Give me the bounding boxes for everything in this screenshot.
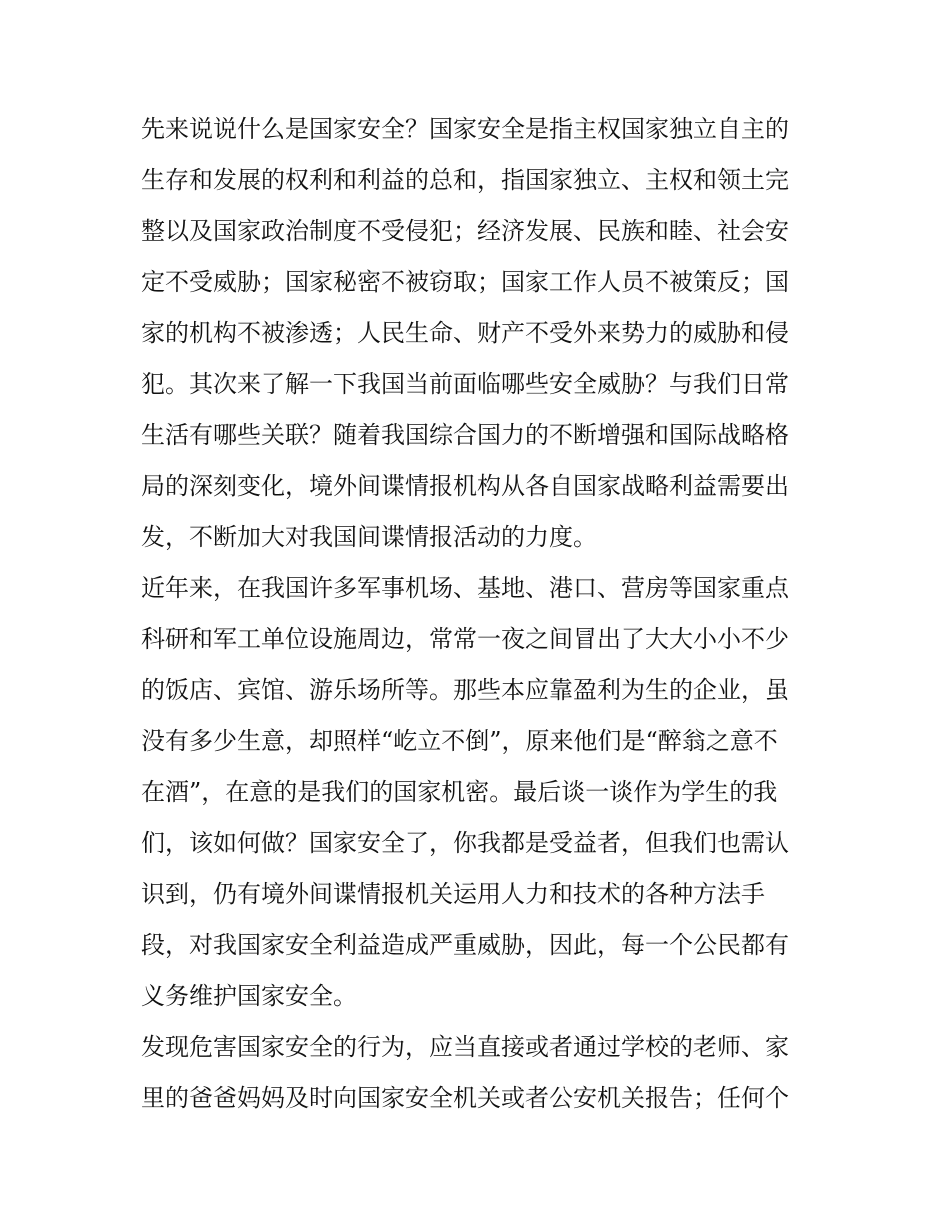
text-line: 们，该如何做？国家安全了，你我都是受益者，但我们也需认 (141, 829, 789, 857)
text-line: 在酒”，在意的是我们的国家机密。最后谈一谈作为学生的我 (141, 778, 778, 806)
text-line: 科研和军工单位设施周边，常常一夜之间冒出了大大小小不少 (141, 625, 789, 653)
text-line: 的饭店、宾馆、游乐场所等。那些本应靠盈利为生的企业，虽 (141, 676, 789, 704)
text-line: 生活有哪些关联？随着我国综合国力的不断增强和国际战略格 (141, 421, 789, 449)
text-line: 没有多少生意，却照样“屹立不倒”，原来他们是“醉翁之意不 (141, 727, 778, 755)
body-text (141, 104, 813, 1124)
text-line: 识到，仍有境外间谍情报机关运用人力和技术的各种方法手 (141, 880, 765, 908)
text-line: 生存和发展的权利和利益的总和，指国家独立、主权和领土完 (141, 166, 789, 194)
text-line: 近年来，在我国许多军事机场、基地、港口、营房等国家重点 (141, 574, 789, 602)
text-line: 发现危害国家安全的行为，应当直接或者通过学校的老师、家 (141, 1033, 789, 1061)
text-line: 义务维护国家安全。 (141, 982, 357, 1010)
text-line: 局的深刻变化，境外间谍情报机构从各自国家战略利益需要出 (141, 472, 789, 500)
text-line: 犯。其次来了解一下我国当前面临哪些安全威胁？与我们日常 (141, 370, 789, 398)
text-line: 先来说说什么是国家安全？国家安全是指主权国家独立自主的 (141, 115, 789, 143)
text-line: 段，对我国家安全利益造成严重威胁，因此，每一个公民都有 (141, 931, 789, 959)
text-line: 定不受威胁；国家秘密不被窃取；国家工作人员不被策反；国 (141, 268, 789, 296)
text-line: 里的爸爸妈妈及时向国家安全机关或者公安机关报告；任何个 (141, 1084, 789, 1112)
text-line: 家的机构不被渗透；人民生命、财产不受外来势力的威胁和侵 (141, 319, 789, 347)
text-line: 整以及国家政治制度不受侵犯；经济发展、民族和睦、社会安 (141, 217, 789, 245)
text-line: 发，不断加大对我国间谍情报活动的力度。 (141, 523, 597, 551)
